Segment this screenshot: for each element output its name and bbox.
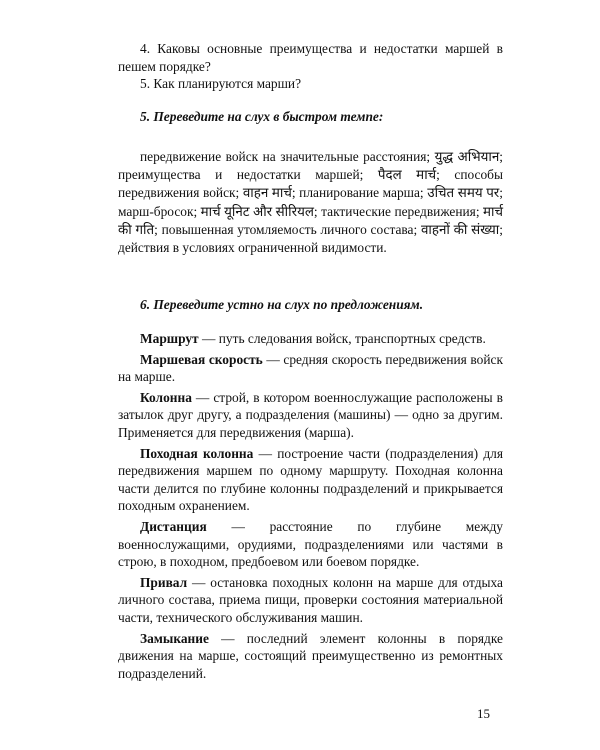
definition-item	[118, 630, 503, 683]
exercise-6-heading: 6. Переведите устно на слух по предложениям.	[140, 297, 424, 312]
definitions-list	[118, 330, 503, 685]
definition-text: — путь следования войск, транспортных средств.	[198, 331, 486, 346]
definition-item	[118, 351, 503, 386]
definition-term: Колонна	[140, 389, 192, 405]
definition-item	[118, 518, 503, 571]
definition-item	[118, 330, 503, 348]
definition-text: — расстояние по глубине между военнослужащими, орудиями, подразделениями или частями в строю, в походном, предбоевом или боевом порядке.	[118, 518, 503, 570]
definition-term: Маршевая скорость	[140, 351, 263, 367]
definition-term: Дистанция	[140, 518, 207, 534]
definition-term: Замыкание	[140, 630, 209, 646]
exercise-5-heading: 5. Переведите на слух в быстром темпе:	[140, 109, 384, 124]
question-5: 5. Как планируются марши?	[140, 76, 302, 91]
definition-item	[118, 574, 503, 627]
definition-item	[118, 445, 503, 515]
definition-text: — построение части (подразделения) для передвижения маршем по одному маршруту. Походная колонна части делится по глубине колонны подразделений и прикрывается походным охранением.	[118, 445, 503, 514]
definition-term: Привал	[140, 574, 188, 590]
page-number: 15	[477, 706, 490, 721]
definition-term: Походная колонна	[140, 445, 254, 461]
exercise-5-text: передвижение войск на значительные расстояния; युद्ध अभियान; преимущества и недостатки маршей; पैदल मार्च; способы передвижения войск; वाहन मार्च; планирование марша; उचित समय पर; марш-бросок; मार्च यूनिट और सीरियल; тактические передвижения; मार्च की गति; повышенная утомляемость личного состава; वाहनों की संख्या; действия в условиях ограниченной видимости.	[118, 149, 503, 256]
definition-text: — последний элемент колонны в порядке движения на марше, состоящий преимущественно из ремонтных подразделений.	[118, 630, 503, 681]
definition-text: — строй, в котором военнослужащие расположены в затылок друг другу, а подразделения (машины) — одно за другим. Применяется для передвижения (марша).	[118, 389, 503, 440]
definition-text: — остановка походных колонн на марше для отдыха личного состава, приема пищи, проверки состояния материальной части, технического обслуживания машин.	[118, 574, 503, 625]
definition-term: Маршрут	[140, 331, 199, 346]
definition-item	[118, 389, 503, 442]
question-4: 4. Каковы основные преимущества и недостатки маршей в пешем порядке?	[118, 41, 503, 74]
definition-text: — средняя скорость передвижения войск на марше.	[118, 351, 503, 385]
